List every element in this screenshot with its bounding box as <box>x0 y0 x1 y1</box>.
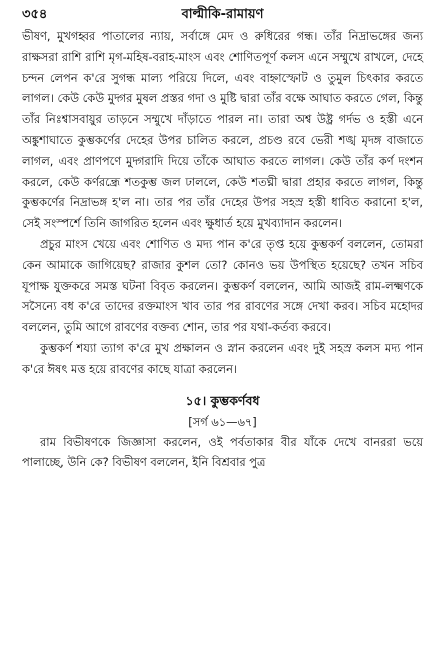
canto-range: [সর্গ ৬১—৬৭] <box>188 414 257 429</box>
paragraph-2: প্রচুর মাংস খেয়ে এবং শোণিত ও মদ্য পান ক'রে তৃপ্ত হয়ে কুম্ভকর্ণ বললেন, তোমরা কেন আমাকে জাগিয়েছ? রাজার কুশল তো? কোনও ভয় উপস্থিত হয়েছে? তখন সচিব যূপাক্ষ যুক্তকরে সমস্ত ঘটনা বিবৃত করলেন। কুম্ভকর্ণ বললেন, আমি আজই রাম-লক্ষ্মণকে সসৈন্যে বধ ক'রে তাদের রক্তমাংস খাব তার পর রাবণের সঙ্গে দেখা করব। সচিব মহোদর বললেন, তুমি আগে রাবণের বক্তব্য শোন, তার পর যথা-কর্তব্য করবে। <box>22 236 423 335</box>
running-title: বাল্মীকি-রামায়ণ <box>181 7 264 22</box>
section-heading: ১৫। কুম্ভকর্ণবধ <box>185 392 260 408</box>
running-header <box>22 4 423 26</box>
paragraph-1: ভীষণ, মুখগহ্বর পাতালের ন্যায়, সর্বাঙ্গে মেদ ও রুধিরের গন্ধ। তাঁর নিদ্রাভঙ্গের জন্য রাক্ষসরা রাশি রাশি মৃগ-মহিষ-বরাহ-মাংস এবং শোণিতপূর্ণ কলস এনে সম্মুখে রাখলে, দেহে চন্দন লেপন ক'রে সুগন্ধ মাল্য পরিয়ে দিলে, এবং বাহ্নাস্ফোট ও তুমুল চিৎকার করতে লাগল। কেউ কেউ মুদ্গর মুষল প্রস্তর গদা ও মুষ্টি দ্বারা তাঁর বক্ষে আঘাত করতে গেল, কিন্তু তাঁর নিঃশ্বাসবায়ুর তাড়নে সম্মুখে দাঁড়াতে পারল না। তারা অশ্ব উষ্ট্র গর্দভ ও হস্তী এনে অঙ্কুশাঘাতে কুম্ভকর্ণের দেহের উপর চালিত করলে, প্রচণ্ড রবে ভেরী শঙ্খ মৃদঙ্গ বাজাতে লাগল, এবং প্রাণপণে মুদ্গরাদি দিয়ে তাঁকে আঘাত করতে লাগল। কেউ তাঁর কর্ণ দংশন করলে, কেউ কর্ণরন্ধ্রে শতকুম্ভ জল ঢাললে, কেউ শতঘ্নী দ্বারা প্রহার করতে লাগল, কিন্তু কুম্ভকর্ণের নিদ্রাভঙ্গ হ'ল না। তার পর তাঁর দেহের উপর সহস্র হস্তী ধাবিত করানো হ'ল, সেই সংস্পর্শে তিনি জাগরিত হলেন এবং ক্ষুধার্ত হয়ে মুখব্যাদান করলেন। <box>22 29 423 231</box>
paragraph-3: কুম্ভকর্ণ শয্যা ত্যাগ ক'রে মুখ প্রক্ষালন ও স্নান করলেন এবং দুই সহস্র কলস মদ্য পান ক'রে ঈষৎ মত্ত হয়ে রাবণের কাছে যাত্রা করলেন। <box>22 340 423 376</box>
page-number: ৩৫৪ <box>22 7 48 22</box>
closing-paragraph: রাম বিভীষণকে জিজ্ঞাসা করলেন, ওই পর্বতাকার বীর যাঁকে দেখে বানররা ভয়ে পালাচ্ছে, উনি কে? বিভীষণ বললেন, ইনি বিশ্রবার পুত্র <box>22 434 423 470</box>
